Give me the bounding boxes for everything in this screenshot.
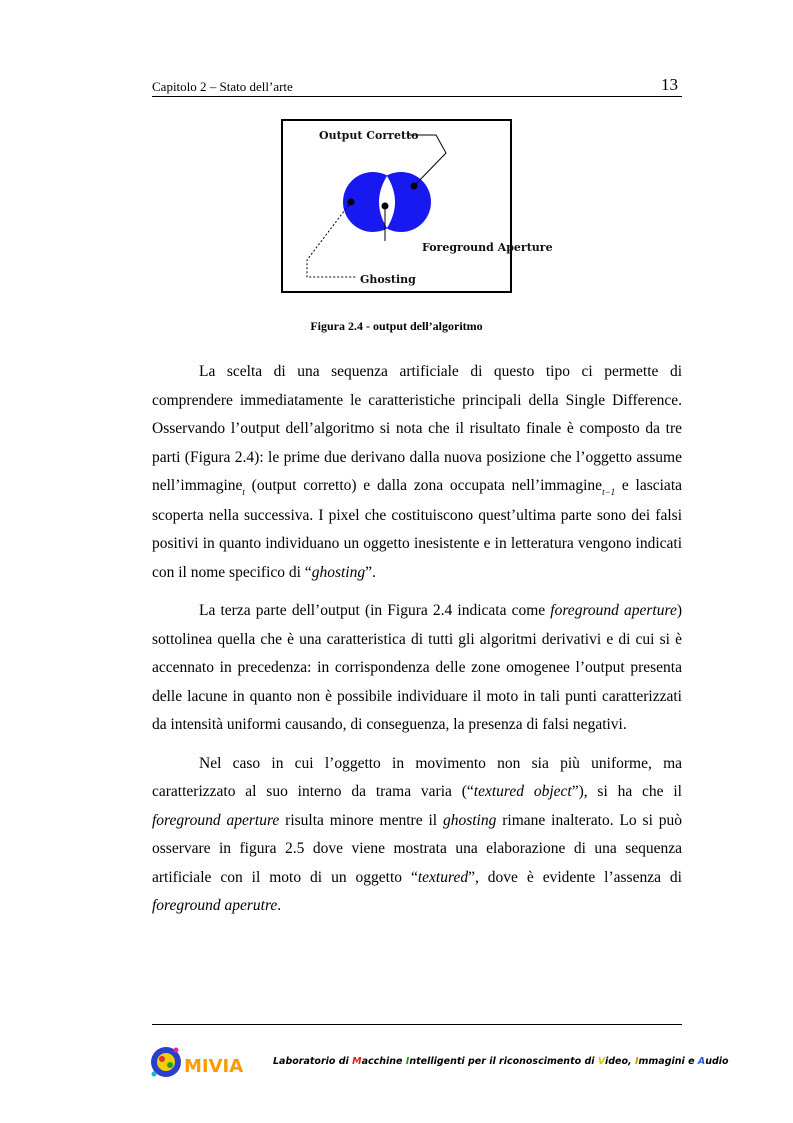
body-text: [152, 358, 682, 931]
logo-dot-green: [167, 1062, 173, 1068]
p1-text-c: e lasciata scoperta nella successiva. I pixel che costituiscono quest’ultima parte sono dei falsi positivi in quanto individuano un oggetto inesistente e in letteratura vengono indicati con il nome specifico di “: [152, 477, 683, 581]
label-ghosting: Ghosting: [360, 273, 416, 286]
p2-text-b: ) sottolinea quella che è una caratteristica di tutti gli algoritmi derivativi e di cui si è accennato in precedenza: in corrispondenza delle zone omogenee l’output presenta delle lacune in quanto non è possibile individuare il moto in tali punti caratterizzati da intensità uniformi causando, di conseguenza, la presenza di falsi negativi.: [152, 602, 683, 733]
p1-emphasis-ghosting: ghosting: [311, 563, 366, 581]
p3-text-b: ”), si ha che il: [571, 783, 682, 800]
footer-part-2: acchine: [361, 1056, 406, 1067]
paragraph-2: [152, 597, 682, 740]
footer-part-6: ideo,: [605, 1056, 635, 1067]
figure-2-4: [281, 119, 553, 294]
p3-emphasis-foreground-aperture: foreground aperture: [152, 811, 280, 829]
paragraph-3: [152, 750, 682, 921]
p3-emphasis-ghosting: ghosting: [442, 811, 497, 829]
page-number: 13: [661, 75, 678, 94]
footer-initial-a: A: [697, 1056, 706, 1067]
p3-text-a: Nel caso in cui l’oggetto in movimento non sia più uniforme, ma caratterizzato al suo interno da trama varia (“: [152, 754, 682, 800]
p3-text-d: rimane inalterato. Lo si può osservare in figura 2.5 dove viene mostrata una elaborazione di una sequenza artificiale con il moto di un oggetto “: [152, 811, 682, 886]
logo-core: [157, 1053, 175, 1071]
logo-dot-pink: [174, 1048, 179, 1053]
mivia-logo-graphic: [146, 1042, 246, 1082]
p3-emphasis-textured-object: textured object: [473, 783, 572, 800]
logo-wordmark: MIVIA: [184, 1056, 244, 1077]
logo-dot-red: [159, 1056, 165, 1062]
mivia-logo: [146, 1042, 246, 1082]
p3-emphasis-foreground-aperutre: foreground aperutre: [152, 897, 278, 914]
p1-text-a: La scelta di una sequenza artificiale di questo tipo ci permette di comprendere immediatamente le caratteristiche principali della Single Difference. Osservando l’output dell’algoritmo si nota che il risultato finale è composto da tre parti (Figura 2.4): le prime due derivano dalla nuova posizione che l’oggetto assume nell’immagine: [152, 363, 682, 494]
p1-subscript-t: t: [242, 487, 245, 497]
label-output-corretto: Output Corretto: [319, 129, 419, 142]
footer-initial-i: I: [405, 1056, 410, 1067]
footer-part-4: ntelligenti per il riconoscimento di: [409, 1056, 598, 1067]
figure-caption: Figura 2.4 - output dell’algoritmo: [310, 319, 483, 333]
p1-text-b: (output corretto) e dalla zona occupata nell’immagine: [244, 477, 603, 494]
figure-diagram: [281, 119, 553, 294]
p2-emphasis-foreground-aperture: foreground aperture: [550, 602, 677, 619]
p3-text-e: ”, dove è evidente l’assenza di: [468, 868, 682, 886]
page-header: [152, 77, 682, 95]
label-foreground-aperture: Foreground Aperture: [422, 241, 553, 254]
chapter-title: Capitolo 2 – Stato dell’arte: [152, 79, 293, 94]
footer-initial-v: V: [597, 1056, 605, 1067]
footer-initial-m: M: [352, 1056, 362, 1067]
header-divider: [152, 96, 682, 97]
footer-lab-name: [273, 1056, 729, 1067]
p1-text-d: ”.: [365, 563, 376, 581]
paragraph-1: [152, 358, 682, 587]
p1-subscript-t-1: t−1: [602, 487, 616, 497]
p3-text-f: .: [277, 897, 282, 914]
p3-text-c: risulta minore mentre il: [279, 811, 443, 829]
footer-divider: [152, 1024, 682, 1025]
footer-part-10: udio: [705, 1056, 729, 1067]
footer-part-8: mmagini e: [638, 1056, 698, 1067]
footer-part-0: Laboratorio di: [273, 1056, 353, 1067]
logo-dot-cyan: [152, 1072, 157, 1077]
footer-initial-i2: I: [634, 1056, 639, 1067]
p2-text-a: La terza parte dell’output (in Figura 2.4 indicata come: [199, 602, 551, 619]
p3-emphasis-textured: textured: [417, 868, 469, 886]
